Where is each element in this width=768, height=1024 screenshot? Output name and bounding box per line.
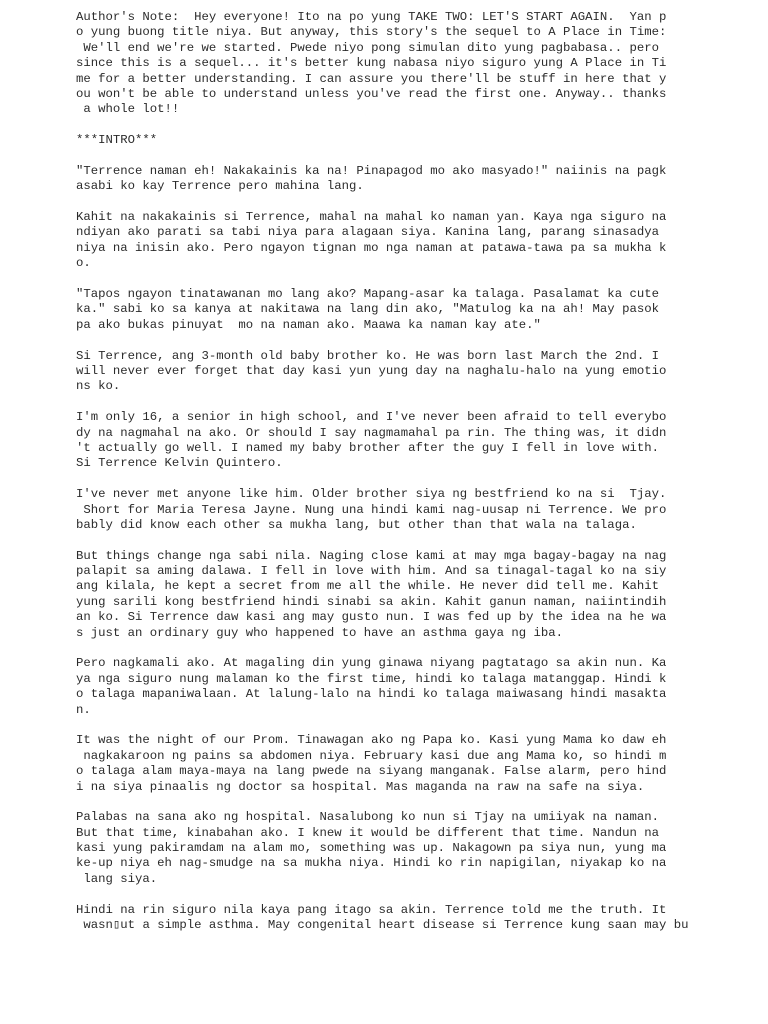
text-line: dy na nagmahal na ako. Or should I say nagmamahal pa rin. The thing was, it didn bbox=[76, 425, 667, 440]
text-line: I'm only 16, a senior in high school, and I've never been afraid to tell everybo bbox=[76, 410, 667, 425]
text-line: since this is a sequel... it's better kung nabasa niyo siguro yung A Place in Ti bbox=[76, 56, 667, 71]
paragraph bbox=[76, 133, 696, 148]
text-line: an ko. Si Terrence daw kasi ang may gusto nun. I was fed up by the idea na he wa bbox=[76, 610, 667, 625]
paragraph bbox=[76, 656, 696, 718]
text-line: wasn▯ut a simple asthma. May congenital heart disease si Terrence kung saan may bu bbox=[76, 918, 689, 933]
paragraph bbox=[76, 903, 696, 934]
paragraph-gap bbox=[76, 118, 696, 133]
paragraph-gap bbox=[76, 795, 696, 810]
paragraph bbox=[76, 549, 696, 641]
text-line: o yung buong title niya. But anyway, this story's the sequel to A Place in Time: bbox=[76, 25, 667, 40]
text-line: Author's Note: Hey everyone! Ito na po yung TAKE TWO: LET'S START AGAIN. Yan p bbox=[76, 10, 667, 24]
paragraph bbox=[76, 487, 696, 533]
paragraph-gap bbox=[76, 472, 696, 487]
text-line: a whole lot!! bbox=[76, 102, 180, 117]
text-line: o talaga mapaniwalaan. At lalung-lalo na hindi ko talaga maiwasang hindi masakta bbox=[76, 687, 667, 702]
paragraph-gap bbox=[76, 333, 696, 348]
text-line: asabi ko kay Terrence pero mahina lang. bbox=[76, 179, 364, 194]
text-line: me for a better understanding. I can assure you there'll be stuff in here that y bbox=[76, 71, 667, 86]
text-line: will never ever forget that day kasi yun yung day na naghalu-halo na yung emotio bbox=[76, 363, 667, 378]
text-line: Pero nagkamali ako. At magaling din yung ginawa niyang pagtatago sa akin nun. Ka bbox=[76, 656, 667, 671]
text-line: "Terrence naman eh! Nakakainis ka na! Pinapagod mo ako masyado!" naiinis na pagk bbox=[76, 163, 667, 178]
text-line: i na siya pinaalis ng doctor sa hospital. Mas maganda na raw na safe na siya. bbox=[76, 779, 645, 794]
text-line: ou won't be able to understand unless you've read the first one. Anyway.. thanks bbox=[76, 86, 667, 101]
paragraph bbox=[76, 733, 696, 795]
text-line: ke-up niya eh nag-smudge na sa mukha niya. Hindi ko rin napigilan, niyakap ko na bbox=[76, 856, 667, 871]
text-line: Palabas na sana ako ng hospital. Nasalubong ko nun si Tjay na umiiyak na naman. bbox=[76, 810, 659, 825]
text-line: bably did know each other sa mukha lang, but other than that wala na talaga. bbox=[76, 517, 637, 532]
text-line: ndiyan ako parati sa tabi niya para alagaan siya. Kanina lang, parang sinasadya bbox=[76, 225, 659, 240]
text-line: Short for Maria Teresa Jayne. Nung una hindi kami nag-uusap ni Terrence. We pro bbox=[76, 502, 667, 517]
paragraph bbox=[76, 410, 696, 472]
text-line: But things change nga sabi nila. Naging close kami at may mga bagay-bagay na nag bbox=[76, 548, 667, 563]
text-line: ya nga siguro nung malaman ko the first time, hindi ko talaga matanggap. Hindi k bbox=[76, 671, 667, 686]
text-line: Kahit na nakakainis si Terrence, mahal na mahal ko naman yan. Kaya nga siguro na bbox=[76, 210, 667, 225]
text-line: It was the night of our Prom. Tinawagan ako ng Papa ko. Kasi yung Mama ko daw eh bbox=[76, 733, 667, 748]
text-line: n. bbox=[76, 702, 91, 717]
paragraph-gap bbox=[76, 195, 696, 210]
text-line: o talaga alam maya-maya na lang pwede na siyang manganak. False alarm, pero hind bbox=[76, 764, 667, 779]
text-line: pa ako bukas pinuyat mo na naman ako. Maawa ka naman kay ate." bbox=[76, 317, 541, 332]
text-line: We'll end we're we started. Pwede niyo pong simulan dito yung pagbabasa.. pero bbox=[76, 40, 659, 55]
text-line: But that time, kinabahan ako. I knew it would be different that time. Nandun na bbox=[76, 825, 659, 840]
text-line: ns ko. bbox=[76, 379, 121, 394]
paragraph bbox=[76, 349, 696, 395]
text-line: ka." sabi ko sa kanya at nakitawa na lang din ako, "Matulog ka na ah! May pasok bbox=[76, 302, 659, 317]
text-line: yung sarili kong bestfriend hindi sinabi sa akin. Kahit ganun naman, naiintindih bbox=[76, 594, 667, 609]
paragraph bbox=[76, 210, 696, 272]
text-line: Si Terrence Kelvin Quintero. bbox=[76, 456, 283, 471]
text-line: lang siya. bbox=[76, 871, 158, 886]
text-line: "Tapos ngayon tinatawanan mo lang ako? Mapang-asar ka talaga. Pasalamat ka cute bbox=[76, 287, 659, 302]
paragraph-gap bbox=[76, 149, 696, 164]
text-line: palapit sa aming dalawa. I fell in love with him. And sa tinagal-tagal ko na siy bbox=[76, 564, 667, 579]
paragraph-gap bbox=[76, 395, 696, 410]
text-line: Hindi na rin siguro nila kaya pang itago sa akin. Terrence told me the truth. It bbox=[76, 902, 667, 917]
paragraph-gap bbox=[76, 887, 696, 902]
text-line: kasi yung pakiramdam na alam mo, something was up. Nakagown pa siya nun, yung ma bbox=[76, 841, 667, 856]
paragraph-gap bbox=[76, 533, 696, 548]
text-line: o. bbox=[76, 256, 91, 271]
paragraph bbox=[76, 287, 696, 333]
paragraph-gap bbox=[76, 641, 696, 656]
paragraph-gap bbox=[76, 718, 696, 733]
text-line: Si Terrence, ang 3-month old baby brother ko. He was born last March the 2nd. I bbox=[76, 348, 659, 363]
text-line: ang kilala, he kept a secret from me all the while. He never did tell me. Kahit bbox=[76, 579, 659, 594]
text-line: s just an ordinary guy who happened to have an asthma gaya ng iba. bbox=[76, 625, 564, 640]
text-line: ***INTRO*** bbox=[76, 133, 158, 148]
document-page bbox=[76, 10, 696, 933]
paragraph bbox=[76, 810, 696, 887]
text-line: 't actually go well. I named my baby brother after the guy I fell in love with. bbox=[76, 440, 659, 455]
text-line: niya na inisin ako. Pero ngayon tignan mo nga naman at patawa-tawa pa sa mukha k bbox=[76, 240, 667, 255]
paragraph bbox=[76, 164, 696, 195]
text-line: I've never met anyone like him. Older brother siya ng bestfriend ko na si Tjay. bbox=[76, 487, 667, 502]
paragraph bbox=[76, 10, 696, 118]
text-line: nagkakaroon ng pains sa abdomen niya. February kasi due ang Mama ko, so hindi m bbox=[76, 748, 667, 763]
paragraph-gap bbox=[76, 272, 696, 287]
